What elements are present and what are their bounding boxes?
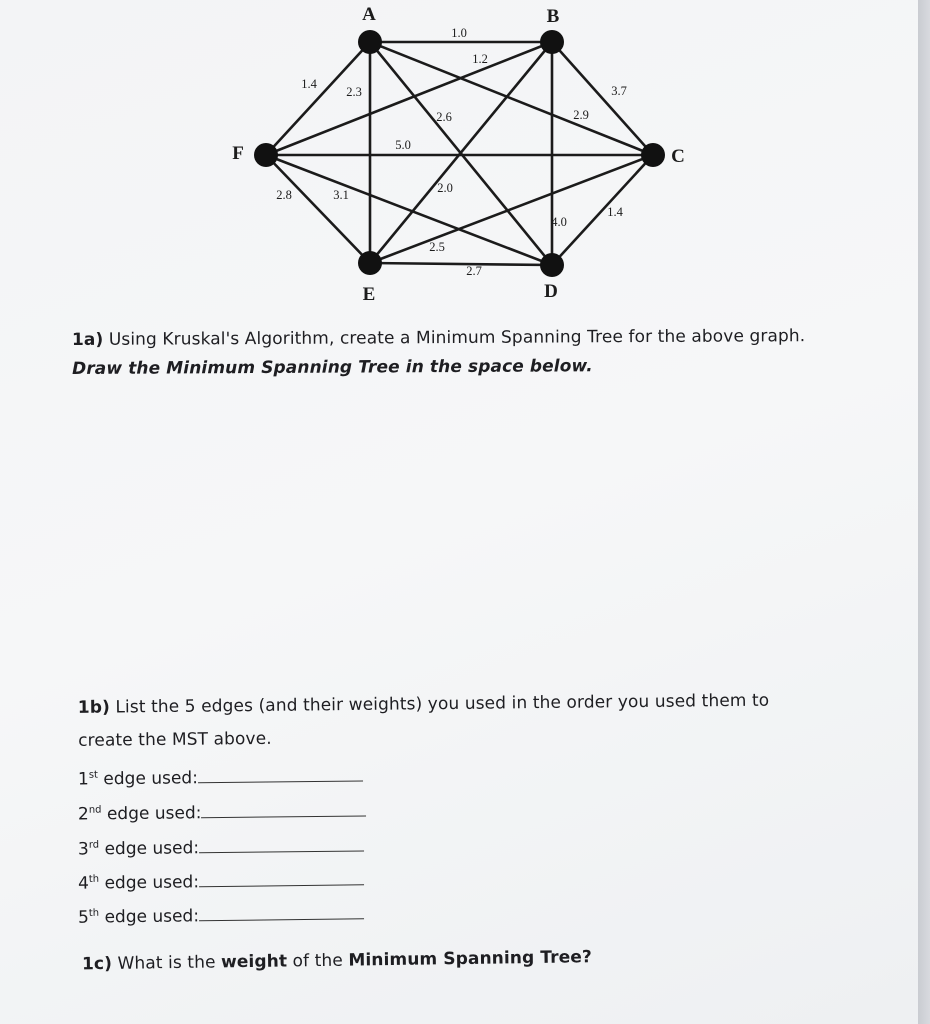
node-c (641, 143, 665, 167)
edge-c-d (552, 155, 653, 265)
weight-a-d: 2.6 (436, 110, 452, 124)
weighted-graph (0, 0, 930, 320)
edge-b-c (552, 42, 653, 155)
node-b (540, 30, 564, 54)
weight-e-d: 2.7 (466, 264, 482, 278)
q1a-number: 1a) (71, 329, 104, 350)
weight-f-d: 3.1 (333, 188, 349, 202)
q1c-number: 1c) (81, 953, 113, 975)
question-1a (72, 322, 832, 384)
edge-f-e (266, 155, 370, 263)
weight-f-c: 5.0 (395, 138, 411, 152)
node-label-f: F (232, 143, 244, 164)
weight-b-d: 4.0 (551, 215, 567, 229)
answer-line-2[interactable] (201, 801, 366, 818)
answer-line-4[interactable] (199, 870, 364, 887)
weight-c-e: 2.5 (429, 240, 445, 254)
answer-line-3[interactable] (199, 837, 364, 854)
edge-e-d (370, 263, 552, 265)
weight-b-f: 2.9 (573, 108, 589, 122)
q1b-text-line2: create the MST above. (78, 728, 272, 751)
q1a-instruction: Draw the Minimum Spanning Tree in the space below. (72, 356, 593, 379)
weight-a-b: 1.0 (451, 26, 467, 40)
weight-a-c: 1.2 (472, 52, 488, 66)
node-e (358, 251, 382, 275)
edge-blank-3: 3rd edge used: (78, 837, 364, 860)
weight-b-e: 2.0 (437, 181, 453, 195)
answer-line-5[interactable] (199, 904, 364, 921)
weight-a-f: 1.4 (301, 77, 317, 91)
edge-blank-5: 5th edge used: (78, 904, 364, 927)
weight-b-c: 3.7 (611, 84, 627, 98)
q1b-text: List the 5 edges (and their weights) you used in the order you used them to (109, 690, 770, 718)
node-f (254, 143, 278, 167)
q1a-text: Using Kruskal's Algorithm, create a Minimum Spanning Tree for the above graph. (103, 326, 806, 350)
node-label-e: E (362, 284, 376, 305)
weight-c-d: 1.4 (607, 205, 623, 219)
node-label-b: B (546, 6, 560, 27)
node-a (358, 30, 382, 54)
node-label-d: D (544, 281, 558, 302)
question-1b (78, 686, 819, 756)
node-label-c: C (671, 146, 685, 167)
edge-blank-1: 1st edge used: (78, 767, 363, 790)
node-d (540, 253, 564, 277)
question-1c: 1c) What is the weight of the Minimum Spanning Tree? (81, 947, 592, 975)
node-label-a: A (362, 4, 376, 25)
q1b-number: 1b) (77, 697, 111, 718)
edge-blank-2: 2nd edge used: (78, 801, 367, 824)
answer-line-1[interactable] (198, 767, 363, 784)
weight-a-e: 2.3 (346, 85, 362, 99)
edge-blank-4: 4th edge used: (78, 870, 364, 893)
weight-f-e: 2.8 (276, 188, 292, 202)
